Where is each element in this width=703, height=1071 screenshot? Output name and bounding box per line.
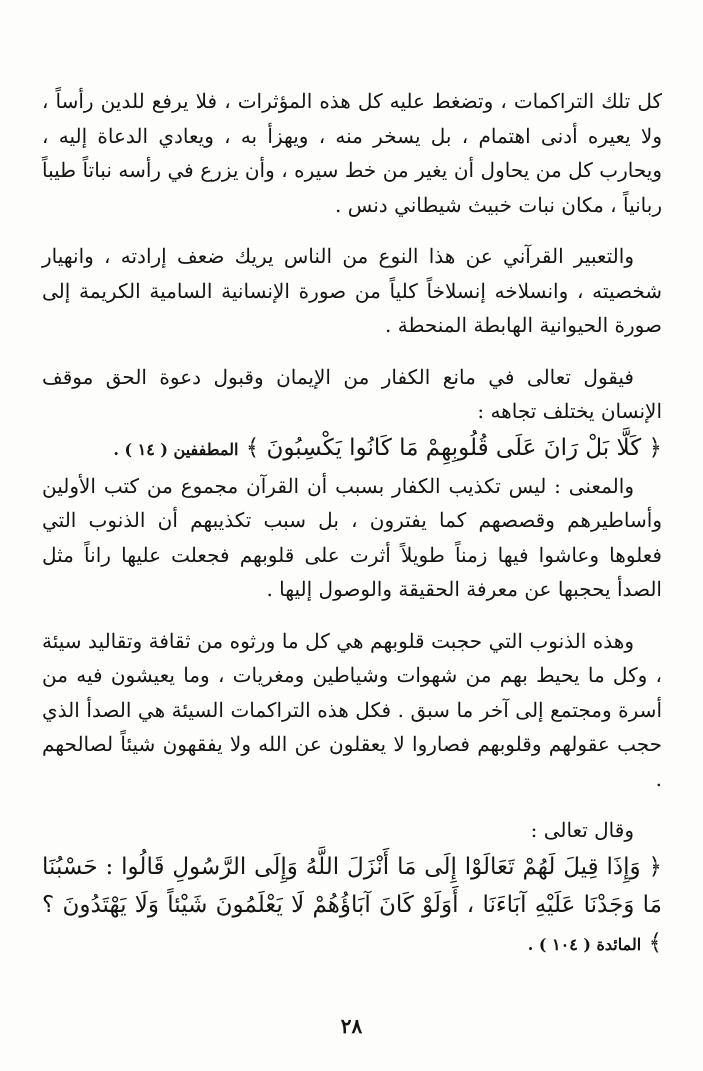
paragraph-4: والمعنى : ليس تكذيب الكفار بسبب أن القرآن مجموع من كتب الأولين وأساطيرهم وقصصهم كما يفترون ، بل سبب تكذيبهم أن الذنوب التي فعلوها وعاشوا فيها زمناً طويلاً أثرت على قلوبهم فجعلت عليها راناً مثل الصدأ يحجبها عن معرفة الحقيقة والوصول إليها .	[42, 473, 662, 601]
verse-reference: المطففين ( ١٤ ) .	[113, 439, 239, 459]
paragraph-gap	[42, 343, 662, 360]
page-number: ٢٨	[340, 1014, 363, 1038]
paragraph-gap	[42, 607, 662, 624]
verse-text: ﴿ وَإِذَا قِيلَ لَهُمْ تَعَالَوْا إِلَى مَا أَنْزَلَ اللَّهُ وَإِلَى الرَّسُولِ قَالُوا : حَسْبُنَا مَا وَجَدْنَا عَلَيْهِ آبَاءَنَا ، أَوَلَوْ كَانَ آبَاؤُهُمْ لَا يَعْلَمُونَ شَيْئاً وَلَا يَهْتَدُونَ ؟ ﴾	[42, 853, 662, 956]
quran-verse-2	[42, 848, 662, 964]
paragraph-2: والتعبير القرآني عن هذا النوع من الناس يريك ضعف إرادته ، وانهيار شخصيته ، وانسلاخه إنسلاخاً كلياً من صورة الإنسانية السامية الكريمة إلى صورة الحيوانية الهابطة المنحطة .	[42, 244, 662, 337]
page-body	[42, 84, 662, 964]
paragraph-1: كل تلك التراكمات ، وتضغط عليه كل هذه المؤثرات ، فلا يرفع للدين رأساً ، ولا يعيره أدنى اهتمام ، بل يسخر منه ، ويهزأ به ، ويعادي الدعاة إليه ، ويحارب كل من يحاول أن يغير من خط سيره ، وأن يزرع في رأسه نباتاً طيباً ربانياً ، مكان نبات خبيث شيطاني دنس .	[42, 89, 662, 217]
verse-reference: المائدة ( ١٠٤ ) .	[527, 934, 642, 954]
paragraph-5: وهذه الذنوب التي حجبت قلوبهم هي كل ما ورثوه من ثقافة وتقاليد سيئة ، وكل ما يحيط بهم من شهوات وشياطين ومغريات ، وما يعيشون فيه من أسرة ومجتمع إلى آخر ما سبق . فكل هذه التراكمات السيئة هي الصدأ الذي حجب عقولهم وقلوبهم فصاروا لا يعقلون عن الله ولا يفقهون شيئاً لصالحهم .	[42, 628, 662, 791]
verse-text: ﴿ كَلَّا بَلْ رَانَ عَلَى قُلُوبِهِمْ مَا كَانُوا يَكْسِبُونَ ﴾	[245, 434, 662, 461]
paragraph-gap	[42, 796, 662, 813]
paragraph-3: فيقول تعالى في مانع الكفار من الإيمان وقبول دعوة الحق موقف الإنسان يختلف تجاهه :	[42, 364, 662, 423]
quran-verse-1	[42, 429, 662, 469]
paragraph-6: وقال تعالى :	[530, 818, 634, 842]
paragraph-gap	[42, 222, 662, 239]
